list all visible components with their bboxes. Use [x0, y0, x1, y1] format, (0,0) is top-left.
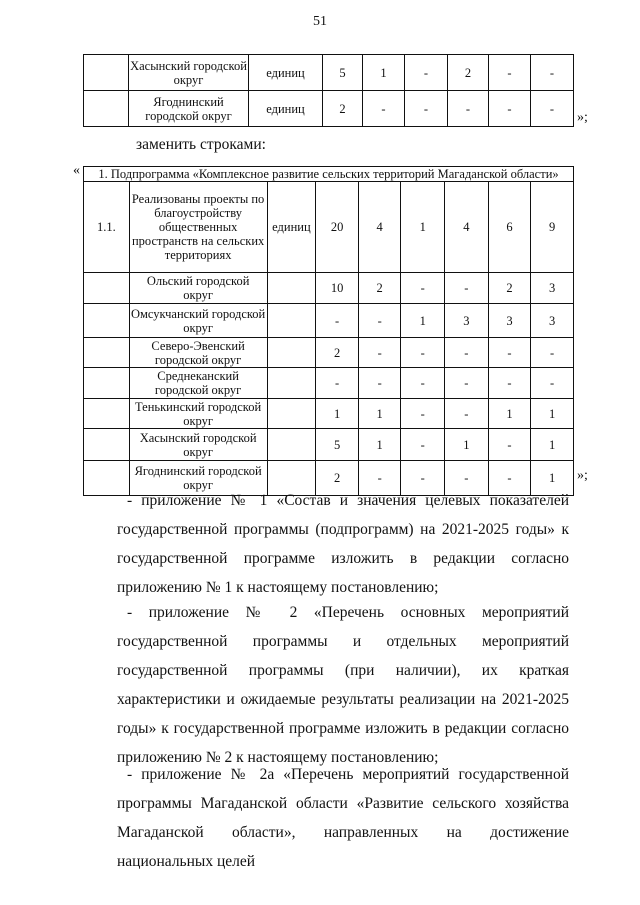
value-cell: -: [445, 338, 489, 368]
paragraph-1: [117, 486, 569, 602]
unit-cell: единиц: [267, 182, 316, 273]
value-cell: -: [358, 461, 401, 496]
main-table: [83, 166, 574, 496]
value-cell: 1: [401, 182, 445, 273]
unit-cell: единиц: [249, 55, 323, 91]
paragraph-1-text: - приложение № 1 «Состав и значения целевых показателей государственной программы (подпрограмм) на 2021-2025 годы» к государственной программе изложить в редакции согласно приложению № 1 к настоящему постановлению;: [117, 492, 569, 596]
table-row: [84, 399, 574, 429]
territory-name-cell: Среднеканский городской округ: [129, 368, 267, 399]
territory-name-cell: Ольский городской округ: [129, 273, 267, 304]
territory-name-cell: Омсукчанский городской округ: [129, 304, 267, 338]
value-cell: 3: [445, 304, 489, 338]
row-number-cell: [84, 304, 130, 338]
territory-name-cell: Хасынский городской округ: [129, 55, 249, 91]
row-number-cell: [84, 273, 130, 304]
paragraph-2: [117, 598, 569, 772]
territory-name-cell: Реализованы проекты по благоустройству общественных пространств на сельских территориях: [129, 182, 267, 273]
value-cell: 2: [323, 91, 363, 127]
value-cell: 1: [531, 461, 574, 496]
value-cell: -: [531, 91, 574, 127]
value-cell: 1: [358, 399, 401, 429]
value-cell: -: [445, 461, 489, 496]
value-cell: -: [405, 55, 448, 91]
value-cell: -: [488, 338, 531, 368]
value-cell: 9: [531, 182, 574, 273]
unit-cell: [267, 304, 316, 338]
paragraph-3: [117, 760, 569, 876]
unit-cell: [267, 399, 316, 429]
value-cell: -: [445, 368, 489, 399]
value-cell: 4: [358, 182, 401, 273]
value-cell: -: [488, 461, 531, 496]
value-cell: 3: [531, 304, 574, 338]
row-number-cell: [84, 368, 130, 399]
value-cell: 1: [363, 55, 405, 91]
replace-text: заменить строками:: [136, 136, 266, 153]
value-cell: -: [531, 368, 574, 399]
territory-name-cell: Северо-Эвенский городской округ: [129, 338, 267, 368]
territory-name-cell: Ягоднинский городской округ: [129, 461, 267, 496]
value-cell: -: [316, 368, 359, 399]
value-cell: -: [488, 368, 531, 399]
value-cell: -: [401, 461, 445, 496]
table-row: [84, 55, 574, 91]
table-row: [84, 304, 574, 338]
value-cell: 1: [531, 429, 574, 461]
table-row: [84, 368, 574, 399]
table-row: [84, 182, 574, 273]
value-cell: -: [401, 429, 445, 461]
value-cell: -: [405, 91, 448, 127]
row-number-cell: [84, 399, 130, 429]
value-cell: -: [401, 273, 445, 304]
value-cell: -: [358, 368, 401, 399]
value-cell: 2: [448, 55, 489, 91]
table-row: [84, 338, 574, 368]
value-cell: 2: [316, 461, 359, 496]
value-cell: 2: [316, 338, 359, 368]
value-cell: -: [363, 91, 405, 127]
value-cell: 5: [323, 55, 363, 91]
value-cell: -: [448, 91, 489, 127]
value-cell: -: [358, 338, 401, 368]
unit-cell: [267, 338, 316, 368]
value-cell: 3: [531, 273, 574, 304]
value-cell: 2: [358, 273, 401, 304]
closing-quote-top: »;: [577, 110, 588, 125]
unit-cell: [267, 273, 316, 304]
table-row: [84, 91, 574, 127]
value-cell: 2: [488, 273, 531, 304]
territory-name-cell: Хасынский городской округ: [129, 429, 267, 461]
value-cell: 5: [316, 429, 359, 461]
value-cell: 4: [445, 182, 489, 273]
value-cell: 6: [488, 182, 531, 273]
value-cell: -: [531, 338, 574, 368]
value-cell: 1: [445, 429, 489, 461]
value-cell: -: [489, 91, 531, 127]
row-number-cell: [84, 91, 129, 127]
top-table: [83, 54, 574, 127]
value-cell: 20: [316, 182, 359, 273]
row-number-cell: 1.1.: [84, 182, 130, 273]
unit-cell: [267, 368, 316, 399]
value-cell: -: [401, 368, 445, 399]
value-cell: 10: [316, 273, 359, 304]
subprogram-header: 1. Подпрограмма «Комплексное развитие сельских территорий Магаданской области»: [84, 167, 574, 182]
opening-quote: «: [73, 163, 80, 178]
unit-cell: единиц: [249, 91, 323, 127]
value-cell: -: [531, 55, 574, 91]
page-number: 51: [313, 14, 327, 29]
table-row: [84, 429, 574, 461]
paragraph-3-text: - приложение № 2а «Перечень мероприятий государственной программы Магаданской области «Развитие сельского хозяйства Магаданской области», направленных на достижение национальных целей: [117, 766, 569, 870]
value-cell: 1: [531, 399, 574, 429]
value-cell: -: [445, 399, 489, 429]
value-cell: 1: [316, 399, 359, 429]
value-cell: -: [316, 304, 359, 338]
value-cell: -: [489, 55, 531, 91]
value-cell: 1: [401, 304, 445, 338]
value-cell: 1: [358, 429, 401, 461]
paragraph-2-text: - приложение № 2 «Перечень основных мероприятий государственной программы и отдельных мероприятий государственной программы (при наличии), их краткая характеристики и ожидаемые результаты реализации на 2021-2025 годы» к государственной программе изложить в редакции согласно приложению № 2 к настоящему постановлению;: [117, 604, 569, 766]
value-cell: -: [358, 304, 401, 338]
territory-name-cell: Тенькинский городской округ: [129, 399, 267, 429]
row-number-cell: [84, 55, 129, 91]
value-cell: -: [401, 399, 445, 429]
value-cell: -: [445, 273, 489, 304]
value-cell: -: [401, 338, 445, 368]
row-number-cell: [84, 429, 130, 461]
unit-cell: [267, 429, 316, 461]
value-cell: 3: [488, 304, 531, 338]
value-cell: -: [488, 429, 531, 461]
closing-quote-main: »;: [577, 468, 588, 483]
table-row: [84, 273, 574, 304]
value-cell: 1: [488, 399, 531, 429]
row-number-cell: [84, 338, 130, 368]
territory-name-cell: Ягоднинский городской округ: [129, 91, 249, 127]
